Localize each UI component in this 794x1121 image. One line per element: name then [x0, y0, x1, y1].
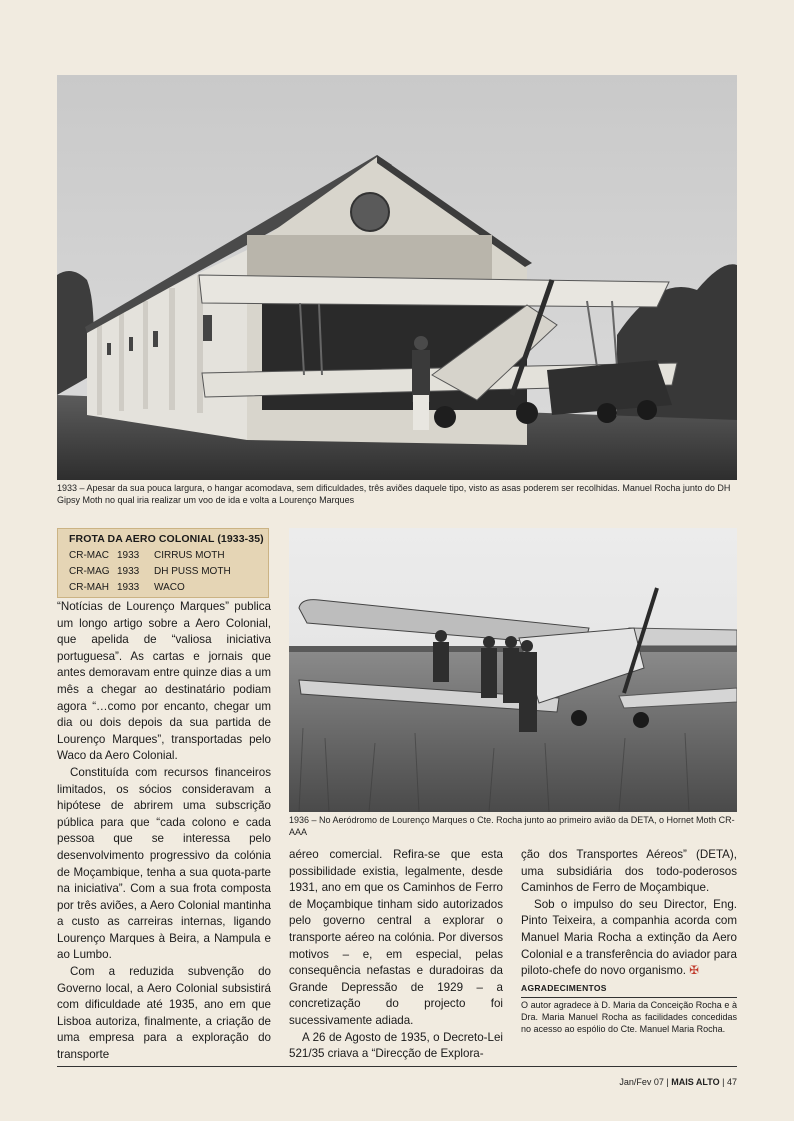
- acknowledgements-text: O autor agradece à D. Maria da Conceição Rocha e à Dra. Maria Manuel Rocha as facilidades concedidas no acesso ao espólio do Cte. Manuel Maria Rocha.: [521, 1000, 737, 1034]
- fleet-row: [69, 564, 268, 580]
- article-paragraph: Com a reduzida subvenção do Governo local, a Aero Colonial subsistirá com dificuldade até 1935, ano em que Lisboa autoriza, finalmente, a criação de uma empresa para a exploração do transporte: [57, 965, 271, 1062]
- fleet-registration: CR-MAH: [69, 582, 109, 593]
- fleet-row: [69, 548, 268, 564]
- issue-date: Jan/Fev 07: [619, 1077, 664, 1087]
- footer-separator: |: [666, 1077, 669, 1087]
- fleet-year: 1933: [117, 582, 140, 593]
- magazine-name: MAIS ALTO: [671, 1077, 720, 1087]
- fleet-registration: CR-MAC: [69, 550, 109, 561]
- page-number: 47: [726, 1077, 737, 1087]
- fleet-info-box: [57, 528, 269, 598]
- article-paragraph: [521, 897, 737, 980]
- fleet-model: WACO: [154, 582, 185, 593]
- article-paragraph: “Notícias de Lourenço Marques” publica um longo artigo sobre a Aero Colonial, que apelida de “valiosa iniciativa portuguesa”. As cartas e jornais que antes demoravam entre quinze dias a um mês a chegar ao destinatário podiam agora “…como por encanto, chegar um dia ou dois depois da sua partida de Lourenço Marques”, transportadas pelo Waco da Aero Colonial.: [57, 600, 271, 763]
- article-paragraph-text: Sob o impulso do seu Director, Eng. Pinto Teixeira, a companhia acorda com Manuel Maria Rocha a extinção da Aero Colonial e a transferência do aviador para piloto-chefe do novo organismo.: [521, 897, 737, 978]
- article-paragraph: ção dos Transportes Aéreos” (DETA), uma subsidiária dos todo-poderosos Caminhos de Ferro de Moçambique.: [521, 848, 737, 895]
- article-paragraph: aéreo comercial. Refira-se que esta possibilidade existia, legalmente, desde 1931, ano em que os Caminhos de Ferro de Moçambique tinham sido autorizados pelo governo central a explorar o transporte aéreo na colónia. Por diversos motivos – e, em especial, pelas consequência nefastas e duradoiras da Grande Depressão de 1929 – a concretização do projecto foi sucessivamente adiada.: [289, 848, 503, 1027]
- fleet-box-title: FROTA DA AERO COLONIAL (1933-35): [69, 533, 264, 545]
- article-column-3: [521, 847, 737, 1036]
- footer-divider: [57, 1066, 737, 1067]
- fleet-year: 1933: [117, 566, 140, 577]
- acknowledgements-heading: AGRADECIMENTOS: [521, 980, 737, 999]
- airfield-photo-caption: 1936 – No Aeródromo de Lourenço Marques o Cte. Rocha junto ao primeiro avião da DETA, o Hornet Moth CR-AAA: [289, 815, 735, 837]
- article-paragraph: Constituída com recursos financeiros limitados, os sócios consideravam a hipótese de abrirem uma subscrição pública para que “cada colono e cada pessoa que se interessa pelo desenvolvimento progressivo da colónia de Moçambique, tenha a sua quota-parte na iniciativa”. Com a sua frota composta por três aviões, a Aero Colonial mantinha a custo as carreiras internas, ligando Lourenço Marques à Beira, a Nampula e ao Lumbo.: [57, 765, 271, 962]
- page-footer: [619, 1077, 737, 1087]
- end-mark-cross-icon: ✠: [689, 964, 699, 978]
- fleet-year: 1933: [117, 550, 140, 561]
- fleet-registration: CR-MAG: [69, 566, 110, 577]
- fleet-row: [69, 580, 268, 596]
- article-column-2: [289, 847, 503, 1063]
- fleet-model: CIRRUS MOTH: [154, 550, 225, 561]
- footer-separator: |: [722, 1077, 725, 1087]
- article-column-1: [57, 599, 271, 1064]
- hangar-photo-caption: 1933 – Apesar da sua pouca largura, o hangar acomodava, sem dificuldades, três aviões daquele tipo, visto as asas poderem ser recolhidas. Manuel Rocha junto do DH Gipsy Moth no qual iria realizar um voo de ida e volta a Lourenço Marques: [57, 483, 731, 505]
- article-paragraph: A 26 de Agosto de 1935, o Decreto-Lei 521/35 criava a “Direcção de Explora-: [289, 1030, 503, 1061]
- hangar-photo: [57, 75, 737, 480]
- fleet-model: DH PUSS MOTH: [154, 566, 231, 577]
- airfield-photo: [289, 528, 737, 812]
